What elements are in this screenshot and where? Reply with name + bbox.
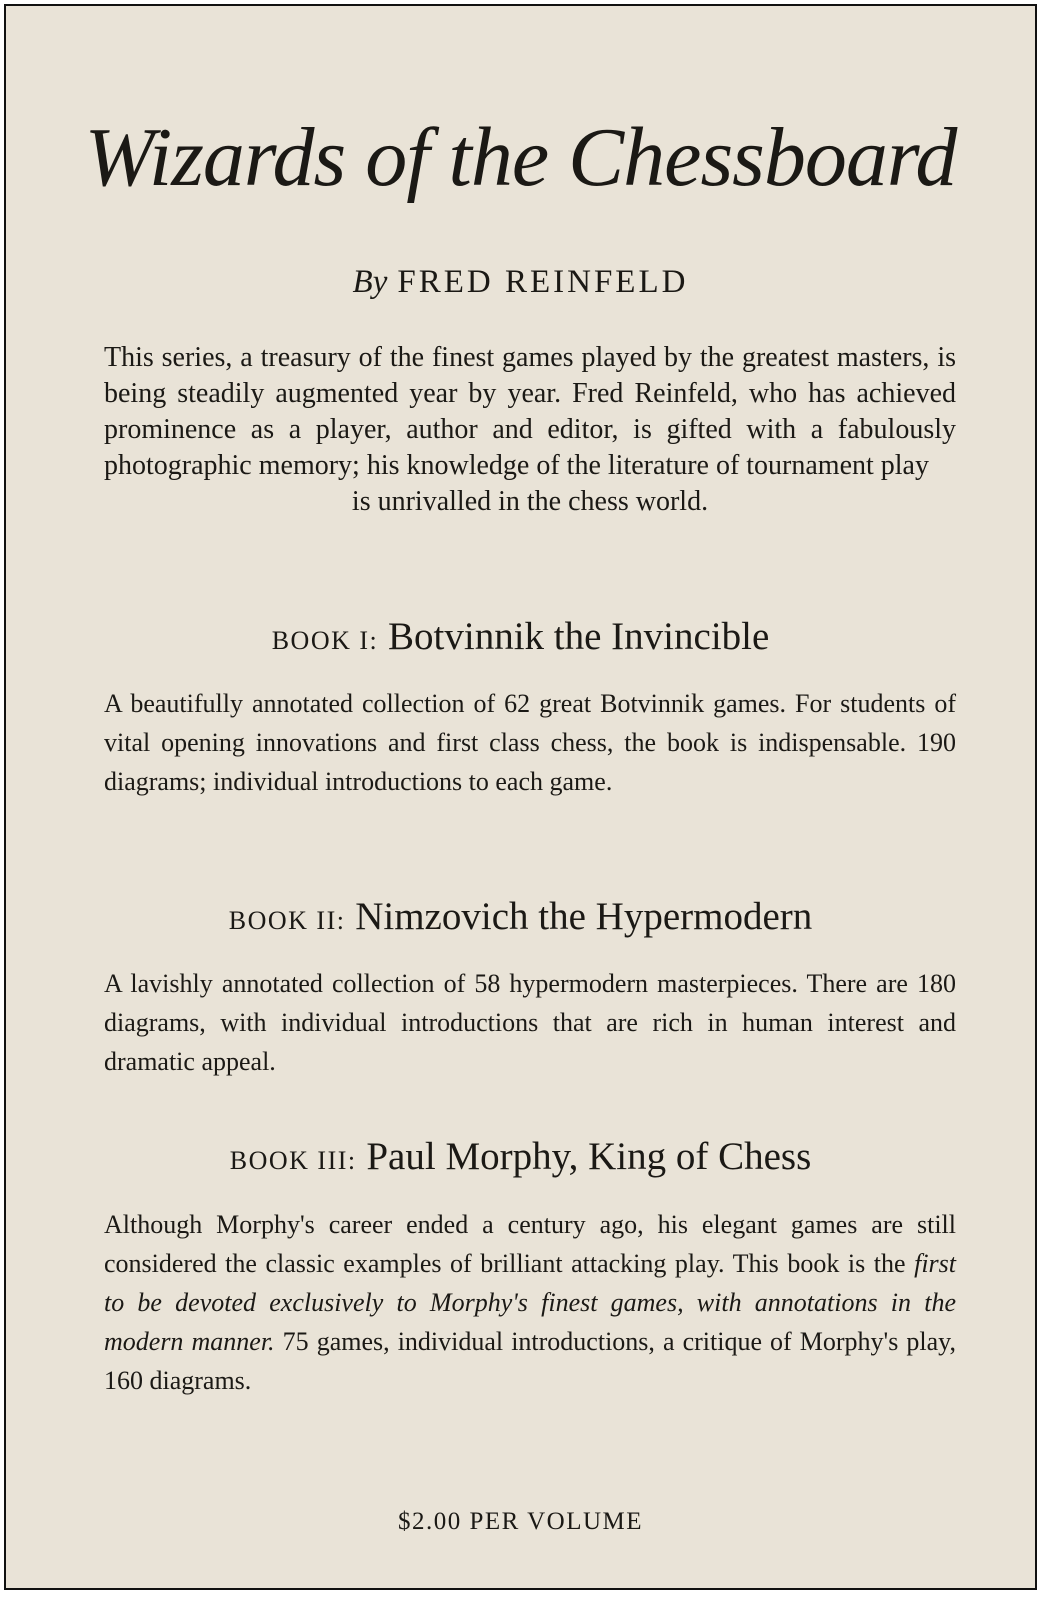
intro-last-line: is unrivalled in the chess world. <box>351 486 709 517</box>
book-3-number: BOOK III: <box>229 1146 357 1175</box>
book-3-description-start: Although Morphy's career ended a century ago, his elegant games are still considered the classic examples of brilliant attacking play. This book is the <box>104 1210 956 1278</box>
byline-by: By <box>352 264 388 300</box>
book-page <box>4 4 1037 1590</box>
intro-text: This series, a treasury of the finest games played by the greatest masters, is being steadily augmented year by year. Fred Reinfeld, who has achieved prominence as a player, author and editor, is gifted with a fabulously photographic memory; his knowledge of the literature of tournament play <box>104 342 956 481</box>
price-line: $2.00 PER VOLUME <box>397 1508 644 1535</box>
book-2-number: BOOK II: <box>228 906 346 935</box>
book-3-description-italic: first to be devoted exclusively to Morphy's finest games, with annotations in the modern manner. <box>104 1249 957 1356</box>
book-2-heading <box>6 894 1035 939</box>
author-name: FRED REINFELD <box>397 264 689 300</box>
book-1-description: A beautifully annotated collection of 62 great Botvinnik games. For students of vital opening innovations and first class chess, the book is indispensable. 190 diagrams; individual introductions to each game. <box>104 689 956 796</box>
book-3-description-end: 75 games, individual introductions, a critique of Morphy's play, 160 diagrams. <box>104 1327 956 1395</box>
book-3-title: Paul Morphy, King of Chess <box>366 1135 812 1178</box>
book-1-number: BOOK I: <box>271 626 379 655</box>
page-title: Wizards of the Chessboard <box>84 111 957 204</box>
book-3-description <box>104 1205 956 1400</box>
book-3-heading <box>6 1134 1035 1179</box>
byline <box>6 264 1035 301</box>
book-2-description: A lavishly annotated collection of 58 hypermodern masterpieces. There are 180 diagrams, with individual introductions that are rich in human interest and dramatic appeal. <box>104 969 956 1076</box>
book-1-heading <box>6 614 1035 659</box>
series-introduction <box>104 340 956 520</box>
book-1-title: Botvinnik the Invincible <box>388 615 770 658</box>
book-2-title: Nimzovich the Hypermodern <box>355 895 813 938</box>
